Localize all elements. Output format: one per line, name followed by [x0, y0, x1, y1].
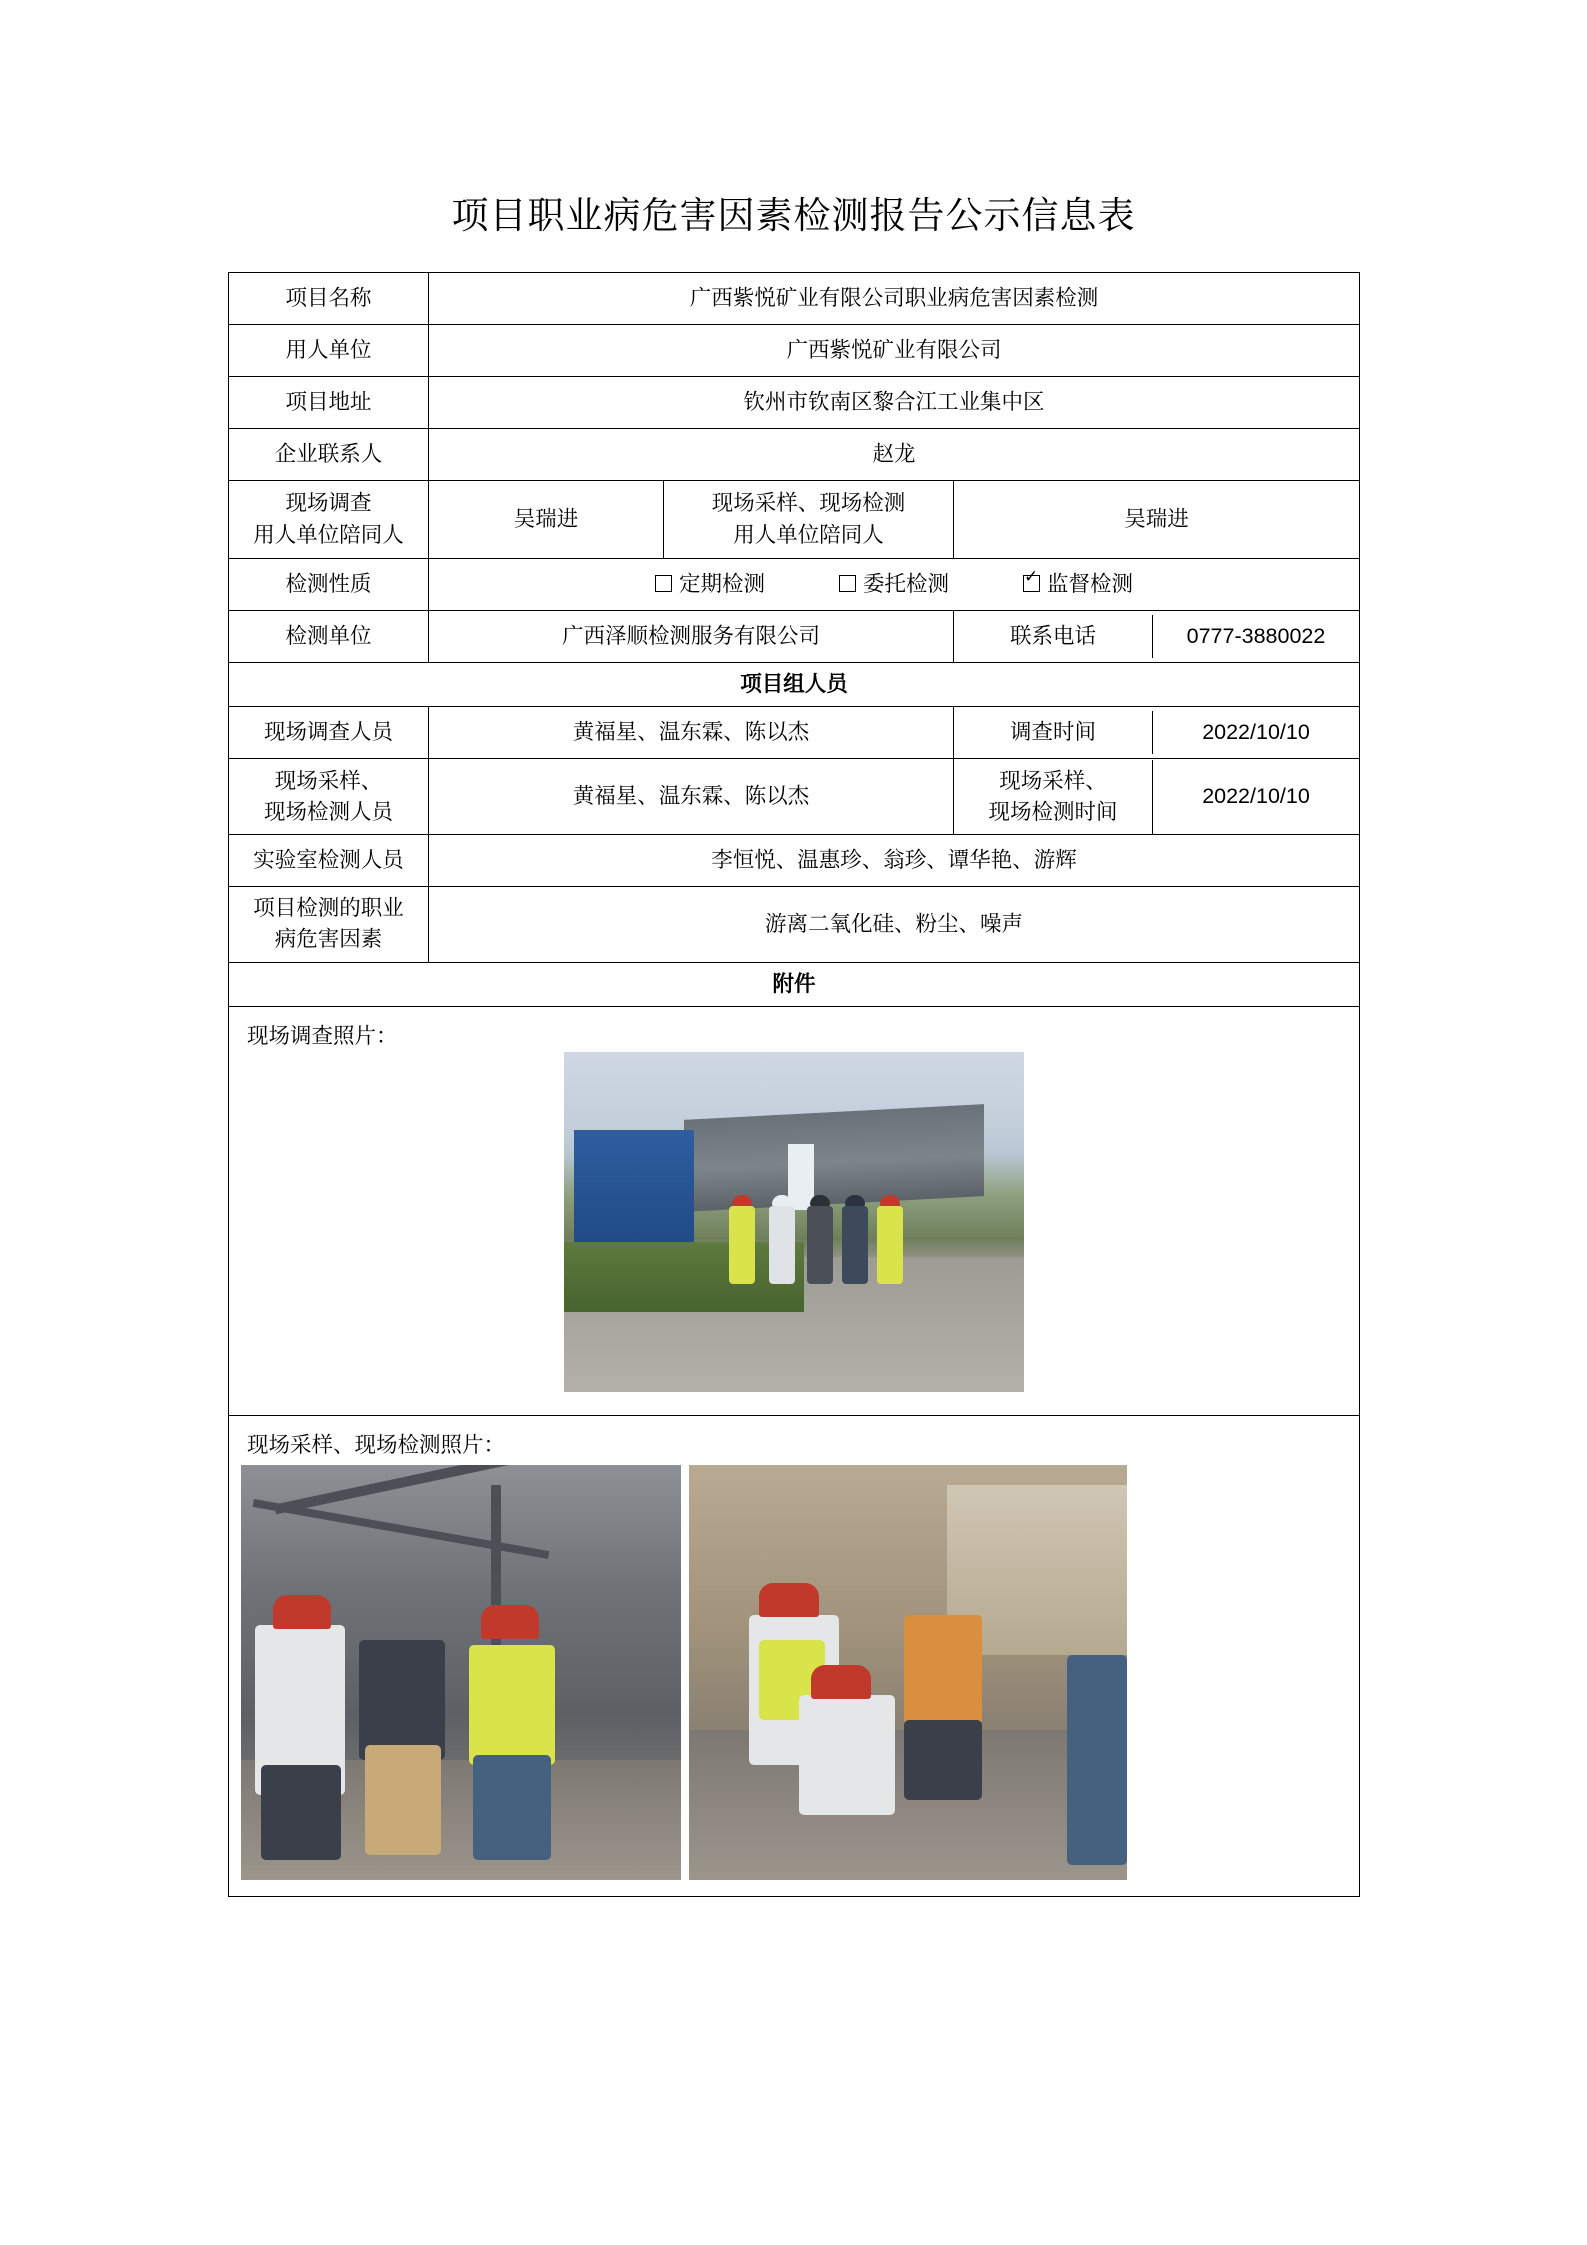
photo-person-legs: [261, 1765, 341, 1860]
survey-photo-wrapper: [233, 1052, 1355, 1409]
table-row: [229, 759, 1360, 835]
page-title: 项目职业病危害因素检测报告公示信息表: [451, 195, 1136, 236]
photo-grass: [564, 1242, 804, 1312]
test-nature-options: [429, 559, 1360, 611]
sampling-staff-label: [229, 759, 429, 835]
photo-person: [1067, 1655, 1127, 1865]
survey-staff-label: 现场调查人员: [229, 707, 429, 759]
attachments-section-label: 附件: [229, 962, 1360, 1006]
table-row: [229, 273, 1360, 325]
sampling-staff-label-line2: 现场检测人员: [263, 799, 393, 824]
sampling-staff-label-line1: 现场采样、: [274, 768, 383, 793]
sampling-photo-left: [241, 1465, 681, 1880]
survey-time-value: 2022/10/10: [1202, 720, 1310, 745]
sampling-accompany-value: 吴瑞进: [954, 481, 1360, 559]
team-section-label: 项目组人员: [229, 663, 1360, 707]
survey-photo-caption: 现场调查照片：: [247, 1023, 398, 1048]
table-row: [229, 559, 1360, 611]
survey-time-label: 调查时间: [954, 711, 1153, 754]
checkbox-checked-icon[interactable]: [1023, 575, 1040, 592]
factors-label-line1: 项目检测的职业: [253, 896, 404, 921]
photo-person: [877, 1206, 903, 1284]
employer-value: 广西紫悦矿业有限公司: [429, 325, 1360, 377]
photo-person: [359, 1640, 445, 1760]
table-row: [229, 887, 1360, 962]
sampling-accompany-label: [664, 481, 954, 559]
survey-staff-value: 黄福星、温东霖、陈以杰: [429, 707, 954, 759]
photo-person: [729, 1206, 755, 1284]
address-value: 钦州市钦南区黎合江工业集中区: [429, 377, 1360, 429]
project-name-label: 项目名称: [229, 273, 429, 325]
lab-staff-label: 实验室检测人员: [229, 835, 429, 887]
table-row: [229, 429, 1360, 481]
photo-blue-wall: [574, 1130, 694, 1250]
checkbox-icon[interactable]: [839, 575, 856, 592]
survey-accompany-label-line1: 现场调查: [285, 491, 372, 516]
photo-helmet: [481, 1605, 539, 1639]
photo-person: [799, 1695, 895, 1815]
photo-person-legs: [473, 1755, 551, 1860]
test-nature-label: 检测性质: [229, 559, 429, 611]
sampling-time-label-line2: 现场检测时间: [988, 799, 1118, 824]
sampling-time-label: [954, 760, 1153, 834]
table-row: [229, 1416, 1360, 1897]
checkbox-option-entrusted[interactable]: [839, 569, 949, 600]
factors-label: [229, 887, 429, 962]
photo-helmet: [759, 1583, 819, 1617]
photo-person: [842, 1206, 868, 1284]
table-row: [229, 835, 1360, 887]
employer-label: 用人单位: [229, 325, 429, 377]
factors-label-line2: 病危害因素: [274, 927, 383, 952]
sampling-photo-caption: 现场采样、现场检测照片：: [247, 1433, 506, 1458]
table-row: [229, 325, 1360, 377]
photo-person: [769, 1206, 795, 1284]
table-row: [229, 481, 1360, 559]
table-row: [229, 377, 1360, 429]
checkbox-label: 委托检测: [862, 571, 949, 596]
info-table: [228, 272, 1360, 1897]
phone-value: 0777-3880022: [1186, 623, 1326, 648]
factors-value: 游离二氧化硅、粉尘、噪声: [429, 887, 1360, 962]
table-row: [229, 663, 1360, 707]
photo-worker-legs: [904, 1720, 982, 1800]
survey-site-photo: [564, 1052, 1024, 1392]
survey-accompany-value: 吴瑞进: [429, 481, 664, 559]
sampling-accompany-label-line2: 用人单位陪同人: [733, 522, 884, 547]
photo-person-vest: [469, 1645, 555, 1765]
survey-accompany-label: [229, 481, 429, 559]
table-row: [229, 707, 1360, 759]
test-unit-value: 广西泽顺检测服务有限公司: [429, 611, 954, 663]
phone-label: 联系电话: [954, 615, 1153, 658]
photo-worker: [904, 1615, 982, 1725]
photo-shed: [684, 1104, 984, 1212]
sampling-staff-value: 黄福星、温东霖、陈以杰: [429, 759, 954, 835]
sampling-photo-cell: [229, 1416, 1360, 1897]
survey-photo-cell: [229, 1006, 1360, 1415]
project-name-value: 广西紫悦矿业有限公司职业病危害因素检测: [429, 273, 1360, 325]
sampling-photo-wrapper: [233, 1461, 1355, 1890]
checkbox-option-periodic[interactable]: [655, 569, 765, 600]
photo-helmet: [273, 1595, 331, 1629]
checkbox-icon[interactable]: [655, 575, 672, 592]
sampling-time-value: 2022/10/10: [1202, 784, 1310, 809]
survey-accompany-label-line2: 用人单位陪同人: [253, 522, 404, 547]
checkbox-label: 监督检测: [1046, 571, 1133, 596]
address-label: 项目地址: [229, 377, 429, 429]
contact-value: 赵龙: [429, 429, 1360, 481]
photo-person-legs: [365, 1745, 441, 1855]
photo-helmet: [811, 1665, 871, 1699]
sampling-photo-right: [689, 1465, 1127, 1880]
table-row: [229, 1006, 1360, 1415]
test-unit-label: 检测单位: [229, 611, 429, 663]
lab-staff-value: 李恒悦、温惠珍、翁珍、谭华艳、游辉: [429, 835, 1360, 887]
checkbox-label: 定期检测: [678, 571, 765, 596]
sampling-accompany-label-line1: 现场采样、现场检测: [711, 491, 906, 516]
table-row: [229, 611, 1360, 663]
sampling-time-label-line1: 现场采样、: [999, 768, 1107, 793]
checkbox-option-supervision[interactable]: [1023, 569, 1133, 600]
contact-label: 企业联系人: [229, 429, 429, 481]
photo-person: [807, 1206, 833, 1284]
table-row: [229, 962, 1360, 1006]
